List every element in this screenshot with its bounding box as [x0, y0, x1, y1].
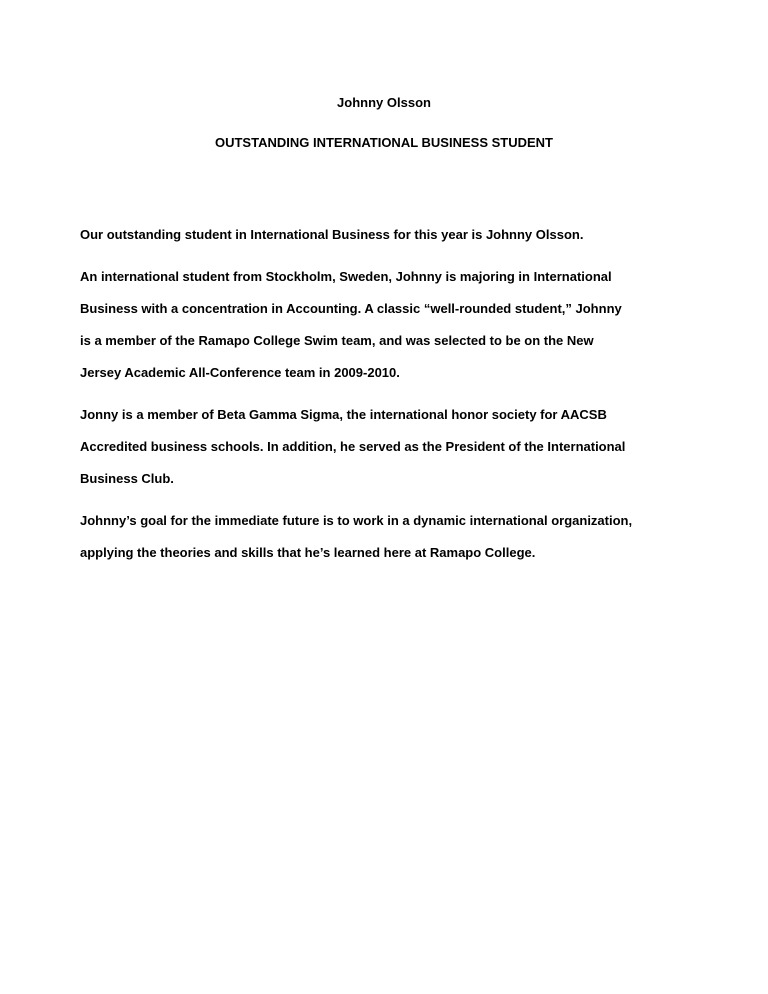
text-line: Accredited business schools. In addition, he served as the President of the International — [80, 439, 626, 454]
paragraph-honors — [80, 399, 710, 495]
paragraph-goal — [80, 505, 710, 569]
text-line: Business Club. — [80, 471, 174, 486]
text-line: Jonny is a member of Beta Gamma Sigma, the international honor society for AACSB — [80, 407, 607, 422]
text-line: Our outstanding student in International Business for this year is Johnny Olsson. — [80, 227, 584, 242]
text-line: is a member of the Ramapo College Swim team, and was selected to be on the New — [80, 333, 594, 348]
text-line: An international student from Stockholm, Sweden, Johnny is majoring in International — [80, 269, 612, 284]
text-line: Johnny’s goal for the immediate future is to work in a dynamic international organization, — [80, 513, 633, 528]
text-line: Jersey Academic All-Conference team in 2009-2010. — [80, 365, 400, 380]
award-title: OUTSTANDING INTERNATIONAL BUSINESS STUDENT — [214, 135, 553, 150]
paragraph-intro — [80, 219, 710, 251]
text-line: Business with a concentration in Accounting. A classic “well-rounded student,” Johnny — [80, 301, 622, 316]
text-line: applying the theories and skills that he’s learned here at Ramapo College. — [80, 545, 536, 560]
student-name: Johnny Olsson — [337, 95, 431, 110]
paragraph-background — [80, 261, 710, 389]
document-body — [80, 219, 710, 569]
